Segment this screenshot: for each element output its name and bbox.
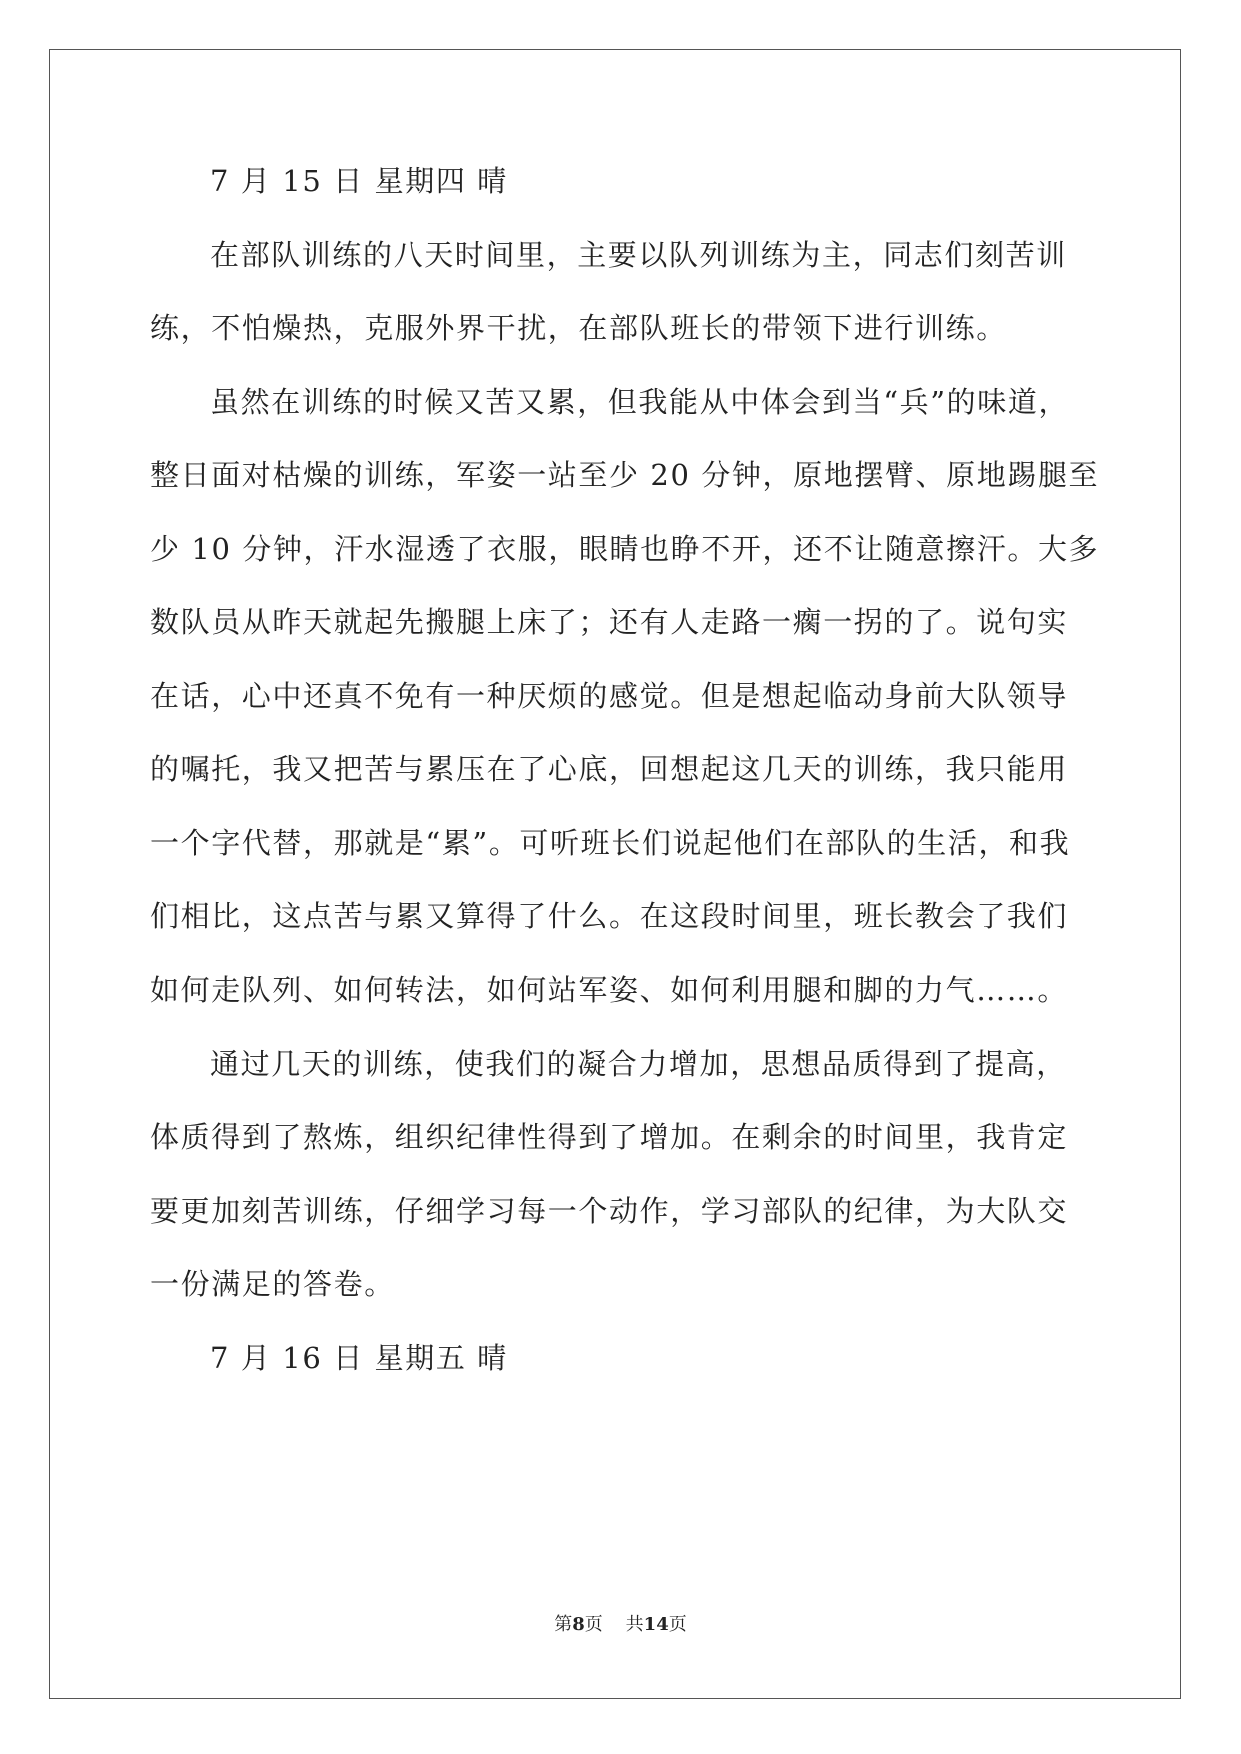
paragraph-line: 虽然在训练的时候又苦又累，但我能从中体会到当“兵”的味道，: [210, 385, 1070, 419]
paragraph-line: 整日面对枯燥的训练，军姿一站至少 20 分钟，原地摆臂、原地踢腿至: [150, 458, 1100, 492]
entry-heading: 7 月 16 日 星期五 晴: [210, 1341, 508, 1375]
paragraph-line: 一个字代替，那就是“累”。可听班长们说起他们在部队的生活，和我: [150, 826, 1071, 860]
page-footer: [0, 1610, 1241, 1636]
footer-total-suffix: 页: [668, 1614, 687, 1635]
paragraph-line: 在话，心中还真不免有一种厌烦的感觉。但是想起临动身前大队领导: [150, 679, 1069, 713]
paragraph-line: 体质得到了熬炼，组织纪律性得到了增加。在剩余的时间里，我肯定: [150, 1120, 1069, 1154]
footer-page-number: 8: [572, 1614, 585, 1635]
paragraph-line: 少 10 分钟，汗水湿透了衣服，眼睛也睁不开，还不让随意擦汗。大多: [150, 532, 1100, 566]
footer-total-prefix: 共: [625, 1614, 644, 1635]
paragraph-line: 一份满足的答卷。: [150, 1267, 395, 1301]
paragraph-line: 的嘱托，我又把苦与累压在了心底，回想起这几天的训练，我只能用: [150, 752, 1069, 786]
footer-total-pages: 14: [643, 1614, 669, 1635]
paragraph-line: 通过几天的训练，使我们的凝合力增加，思想品质得到了提高，: [210, 1047, 1067, 1081]
entry-heading: 7 月 15 日 星期四 晴: [210, 164, 508, 198]
paragraph-line: 在部队训练的八天时间里，主要以队列训练为主，同志们刻苦训: [210, 238, 1067, 272]
paragraph-line: 如何走队列、如何转法，如何站军姿、如何利用腿和脚的力气……。: [150, 973, 1069, 1007]
paragraph-line: 们相比，这点苦与累又算得了什么。在这段时间里，班长教会了我们: [150, 899, 1069, 933]
footer-prefix: 第: [554, 1614, 573, 1635]
paragraph-line: 数队员从昨天就起先搬腿上床了；还有人走路一瘸一拐的了。说句实: [150, 605, 1069, 639]
paragraph-line: 要更加刻苦训练，仔细学习每一个动作，学习部队的纪律，为大队交: [150, 1194, 1069, 1228]
page-border: [49, 49, 1181, 1699]
footer-page-suffix: 页: [584, 1614, 603, 1635]
paragraph-line: 练，不怕燥热，克服外界干扰，在部队班长的带领下进行训练。: [150, 311, 1007, 345]
